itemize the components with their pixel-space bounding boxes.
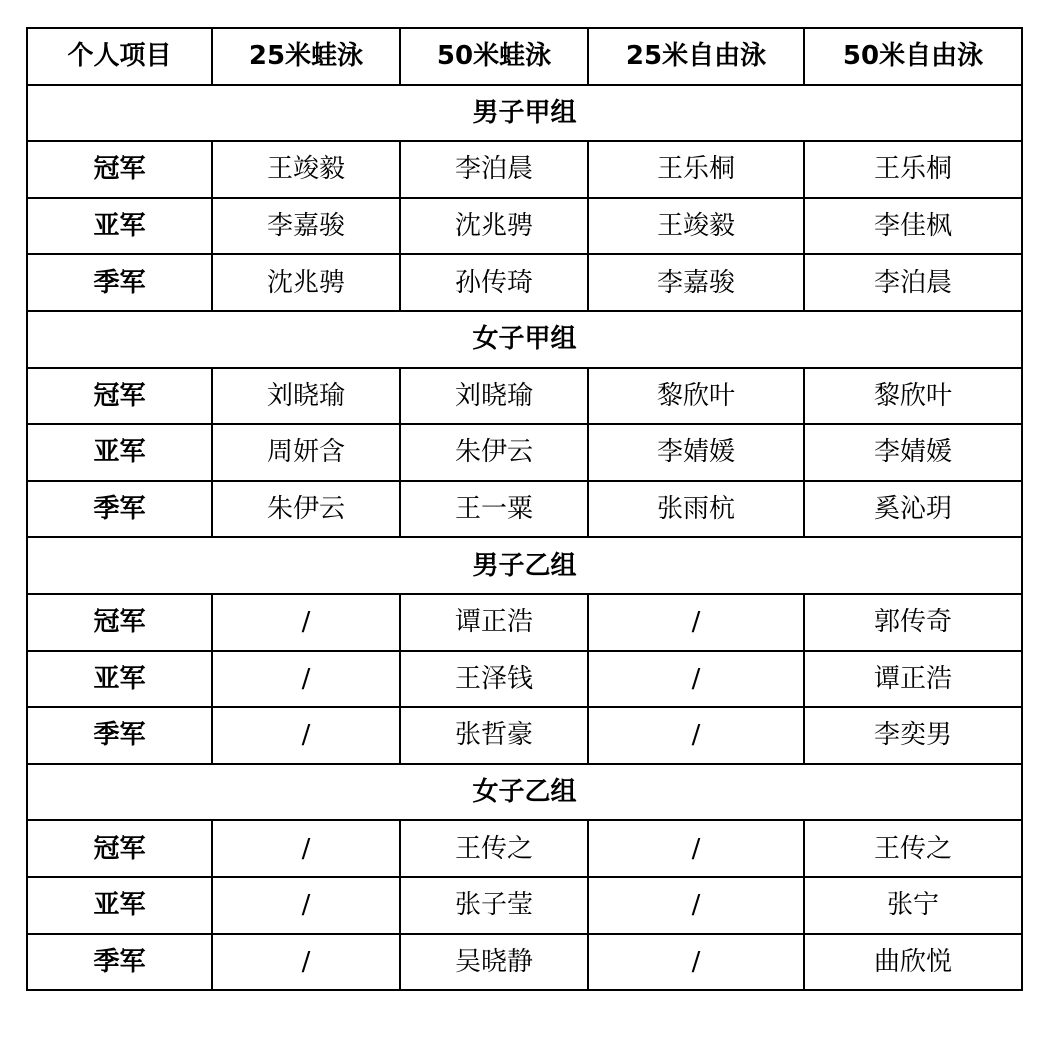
table-cell: 李婧媛: [588, 424, 804, 481]
rank-label: 冠军: [27, 594, 212, 651]
table-cell: /: [588, 820, 804, 877]
table-row: [27, 424, 1022, 481]
table-cell: /: [212, 934, 400, 991]
header-row: [27, 28, 1022, 85]
table-cell: /: [588, 877, 804, 934]
header-event: 个人项目: [27, 28, 212, 85]
table-cell: /: [212, 707, 400, 764]
table-cell: 曲欣悦: [804, 934, 1022, 991]
rank-label: 亚军: [27, 198, 212, 255]
table-cell: 王一粟: [400, 481, 588, 538]
table-cell: 谭正浩: [400, 594, 588, 651]
rank-label: 亚军: [27, 424, 212, 481]
table-cell: 王传之: [804, 820, 1022, 877]
table-row: [27, 141, 1022, 198]
table-cell: 王传之: [400, 820, 588, 877]
table-cell: 张宁: [804, 877, 1022, 934]
group-title: 男子乙组: [27, 537, 1022, 594]
table-cell: 沈兆骋: [400, 198, 588, 255]
rank-label: 冠军: [27, 820, 212, 877]
group-title: 男子甲组: [27, 85, 1022, 142]
table-cell: 刘晓瑜: [400, 368, 588, 425]
results-table: [26, 27, 1023, 991]
table-row: [27, 594, 1022, 651]
table-row: [27, 707, 1022, 764]
table-cell: 王乐桐: [588, 141, 804, 198]
rank-label: 冠军: [27, 141, 212, 198]
table-row: [27, 368, 1022, 425]
table-cell: 沈兆骋: [212, 254, 400, 311]
table-cell: 张哲豪: [400, 707, 588, 764]
table-cell: 奚沁玥: [804, 481, 1022, 538]
table-cell: 王竣毅: [212, 141, 400, 198]
table-cell: 王竣毅: [588, 198, 804, 255]
table-cell: 郭传奇: [804, 594, 1022, 651]
table-cell: /: [212, 594, 400, 651]
table-cell: 李泊晨: [804, 254, 1022, 311]
rank-label: 亚军: [27, 877, 212, 934]
rank-label: 季军: [27, 254, 212, 311]
table-cell: 朱伊云: [212, 481, 400, 538]
table-cell: 张子莹: [400, 877, 588, 934]
table-cell: /: [212, 651, 400, 708]
header-25m-freestyle: 25米自由泳: [588, 28, 804, 85]
table-cell: 吴晓静: [400, 934, 588, 991]
table-cell: 李婧媛: [804, 424, 1022, 481]
group-title: 女子乙组: [27, 764, 1022, 821]
table-cell: 李奕男: [804, 707, 1022, 764]
table-cell: 孙传琦: [400, 254, 588, 311]
table-cell: 王乐桐: [804, 141, 1022, 198]
group-header-row: [27, 311, 1022, 368]
table-cell: 黎欣叶: [588, 368, 804, 425]
group-header-row: [27, 85, 1022, 142]
table-cell: /: [588, 707, 804, 764]
table-cell: 刘晓瑜: [212, 368, 400, 425]
table-cell: 黎欣叶: [804, 368, 1022, 425]
table-cell: 谭正浩: [804, 651, 1022, 708]
table-cell: 李嘉骏: [212, 198, 400, 255]
table-cell: /: [212, 877, 400, 934]
table-cell: /: [212, 820, 400, 877]
table-row: [27, 934, 1022, 991]
table-cell: /: [588, 594, 804, 651]
table-row: [27, 481, 1022, 538]
table-cell: 王泽钱: [400, 651, 588, 708]
table-cell: /: [588, 651, 804, 708]
table-row: [27, 651, 1022, 708]
table-row: [27, 198, 1022, 255]
header-50m-freestyle: 50米自由泳: [804, 28, 1022, 85]
table-row: [27, 877, 1022, 934]
rank-label: 季军: [27, 481, 212, 538]
rank-label: 季军: [27, 934, 212, 991]
table-cell: /: [588, 934, 804, 991]
header-50m-breaststroke: 50米蛙泳: [400, 28, 588, 85]
table-cell: 周妍含: [212, 424, 400, 481]
table-row: [27, 820, 1022, 877]
group-header-row: [27, 764, 1022, 821]
table-cell: 朱伊云: [400, 424, 588, 481]
table-row: [27, 254, 1022, 311]
rank-label: 季军: [27, 707, 212, 764]
table-cell: 张雨杭: [588, 481, 804, 538]
table-cell: 李佳枫: [804, 198, 1022, 255]
table-cell: 李嘉骏: [588, 254, 804, 311]
table-cell: 李泊晨: [400, 141, 588, 198]
group-header-row: [27, 537, 1022, 594]
rank-label: 冠军: [27, 368, 212, 425]
group-title: 女子甲组: [27, 311, 1022, 368]
rank-label: 亚军: [27, 651, 212, 708]
header-25m-breaststroke: 25米蛙泳: [212, 28, 400, 85]
